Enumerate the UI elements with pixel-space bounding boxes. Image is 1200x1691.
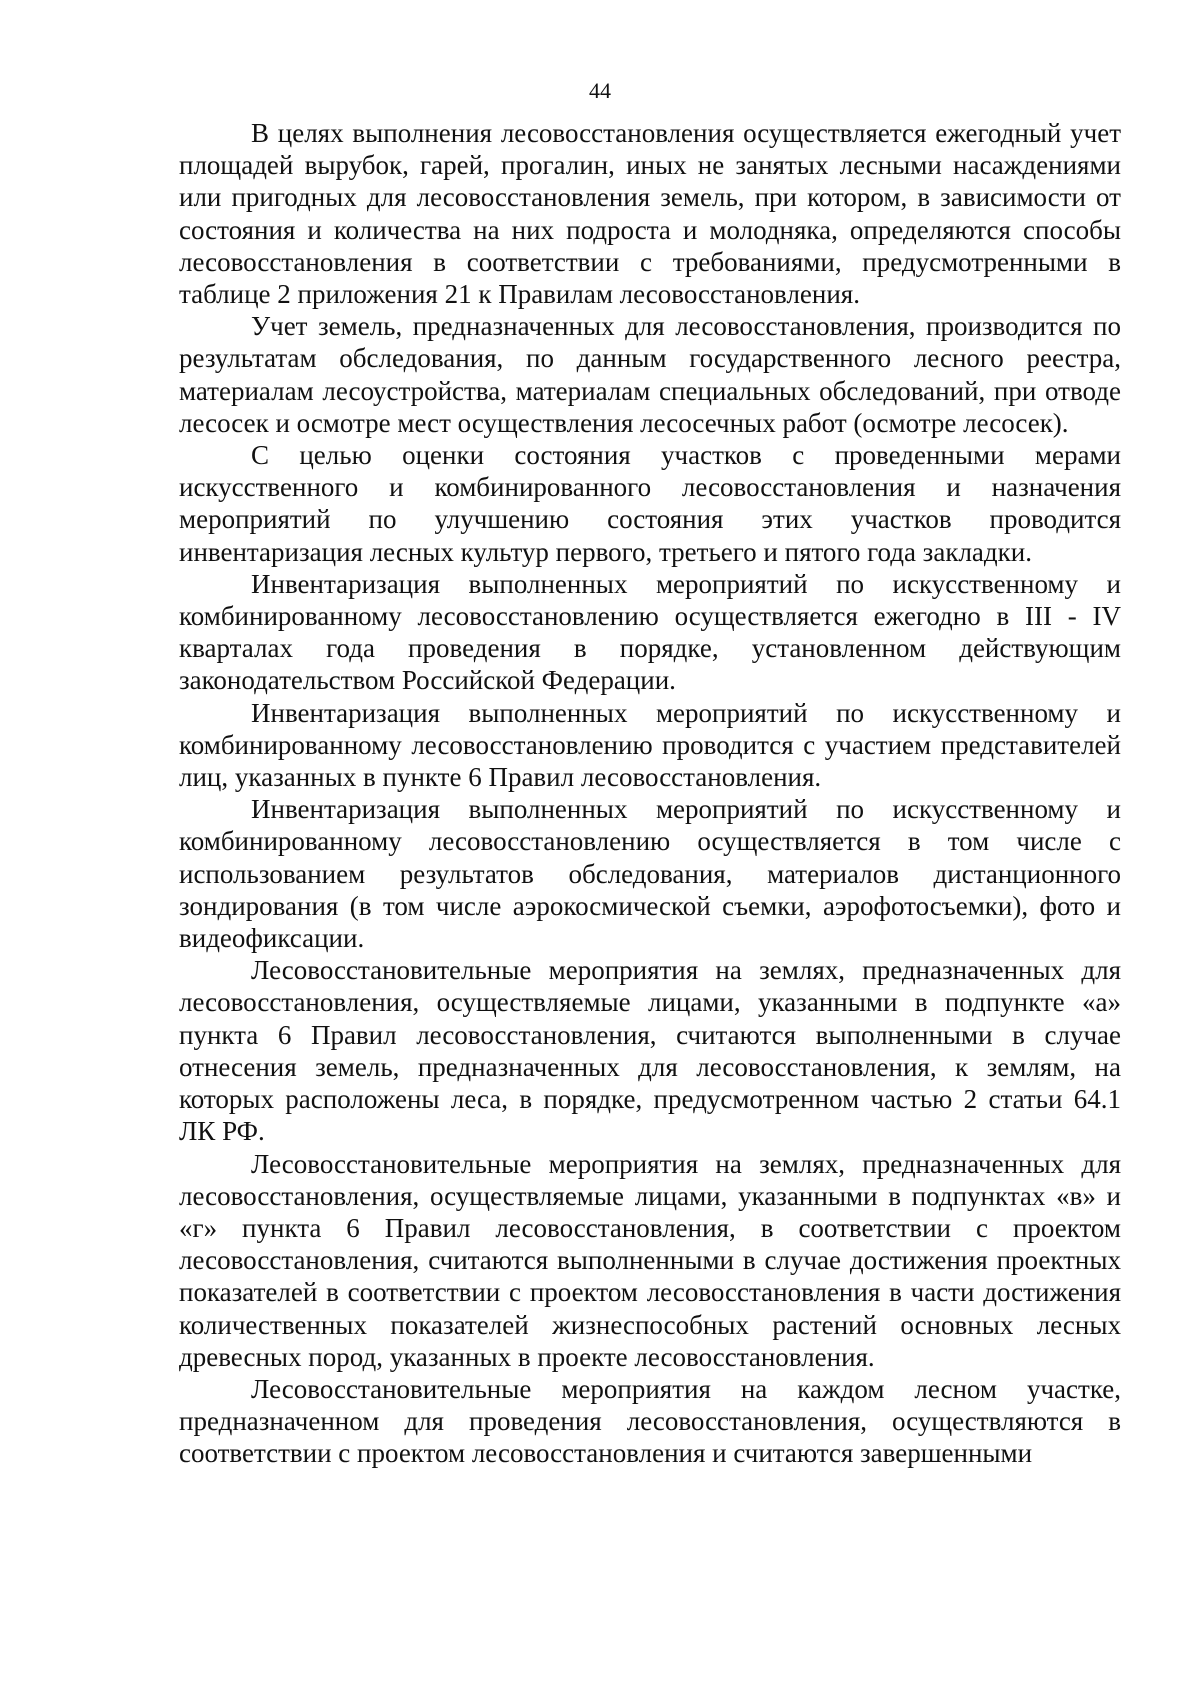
page-number: 44 <box>589 78 611 103</box>
paragraph-9: Лесовосстановительные мероприятия на каждом лесном участке, предназначенном для проведения лесовосстановления, осуществляются в соответствии с проектом лесовосстановления и считаются завершенными <box>179 1373 1121 1469</box>
document-body <box>179 117 1121 1470</box>
paragraph-5: Инвентаризация выполненных мероприятий по искусственному и комбинированному лесовосстановлению проводится с участием представителей лиц, указанных в пункте 6 Правил лесовосстановления. <box>179 697 1121 793</box>
paragraph-6: Инвентаризация выполненных мероприятий по искусственному и комбинированному лесовосстановлению осуществляется в том числе с использованием результатов обследования, материалов дистанционного зондирования (в том числе аэрокосмической съемки, аэрофотосъемки), фото и видеофиксации. <box>179 794 1121 954</box>
paragraph-3: С целью оценки состояния участков с проведенными мерами искусственного и комбинированного лесовосстановления и назначения мероприятий по улучшению состояния этих участков проводится инвентаризация лесных культур первого, третьего и пятого года закладки. <box>179 440 1121 567</box>
paragraph-8: Лесовосстановительные мероприятия на землях, предназначенных для лесовосстановления, осуществляемые лицами, указанными в подпунктах «в» и «г» пункта 6 Правил лесовосстановления, в соответствии с проектом лесовосстановления, считаются выполненными в случае достижения проектных показателей в соответствии с проектом лесовосстановления в части достижения количественных показателей жизнеспособных растений основных лесных древесных пород, указанных в проекте лесовосстановления. <box>179 1148 1121 1372</box>
paragraph-1: В целях выполнения лесовосстановления осуществляется ежегодный учет площадей вырубок, гарей, прогалин, иных не занятых лесными насаждениями или пригодных для лесовосстановления земель, при котором, в зависимости от состояния и количества на них подроста и молодняка, определяются способы лесовосстановления в соответствии с требованиями, предусмотренными в таблице 2 приложения 21 к Правилам лесовосстановления. <box>179 118 1121 310</box>
paragraph-7: Лесовосстановительные мероприятия на землях, предназначенных для лесовосстановления, осуществляемые лицами, указанными в подпункте «а» пункта 6 Правил лесовосстановления, считаются выполненными в случае отнесения земель, предназначенных для лесовосстановления, к землям, на которых расположены леса, в порядке, предусмотренном частью 2 статьи 64.1 ЛК РФ. <box>179 955 1121 1147</box>
paragraph-4: Инвентаризация выполненных мероприятий по искусственному и комбинированному лесовосстановлению осуществляется ежегодно в III - IV кварталах года проведения в порядке, установленном действующим законодательством Российской Федерации. <box>179 568 1121 696</box>
paragraph-2: Учет земель, предназначенных для лесовосстановления, производится по результатам обследования, по данным государственного лесного реестра, материалам лесоустройства, материалам специальных обследований, при отводе лесосек и осмотре мест осуществления лесосечных работ (осмотре лесосек). <box>179 311 1121 438</box>
